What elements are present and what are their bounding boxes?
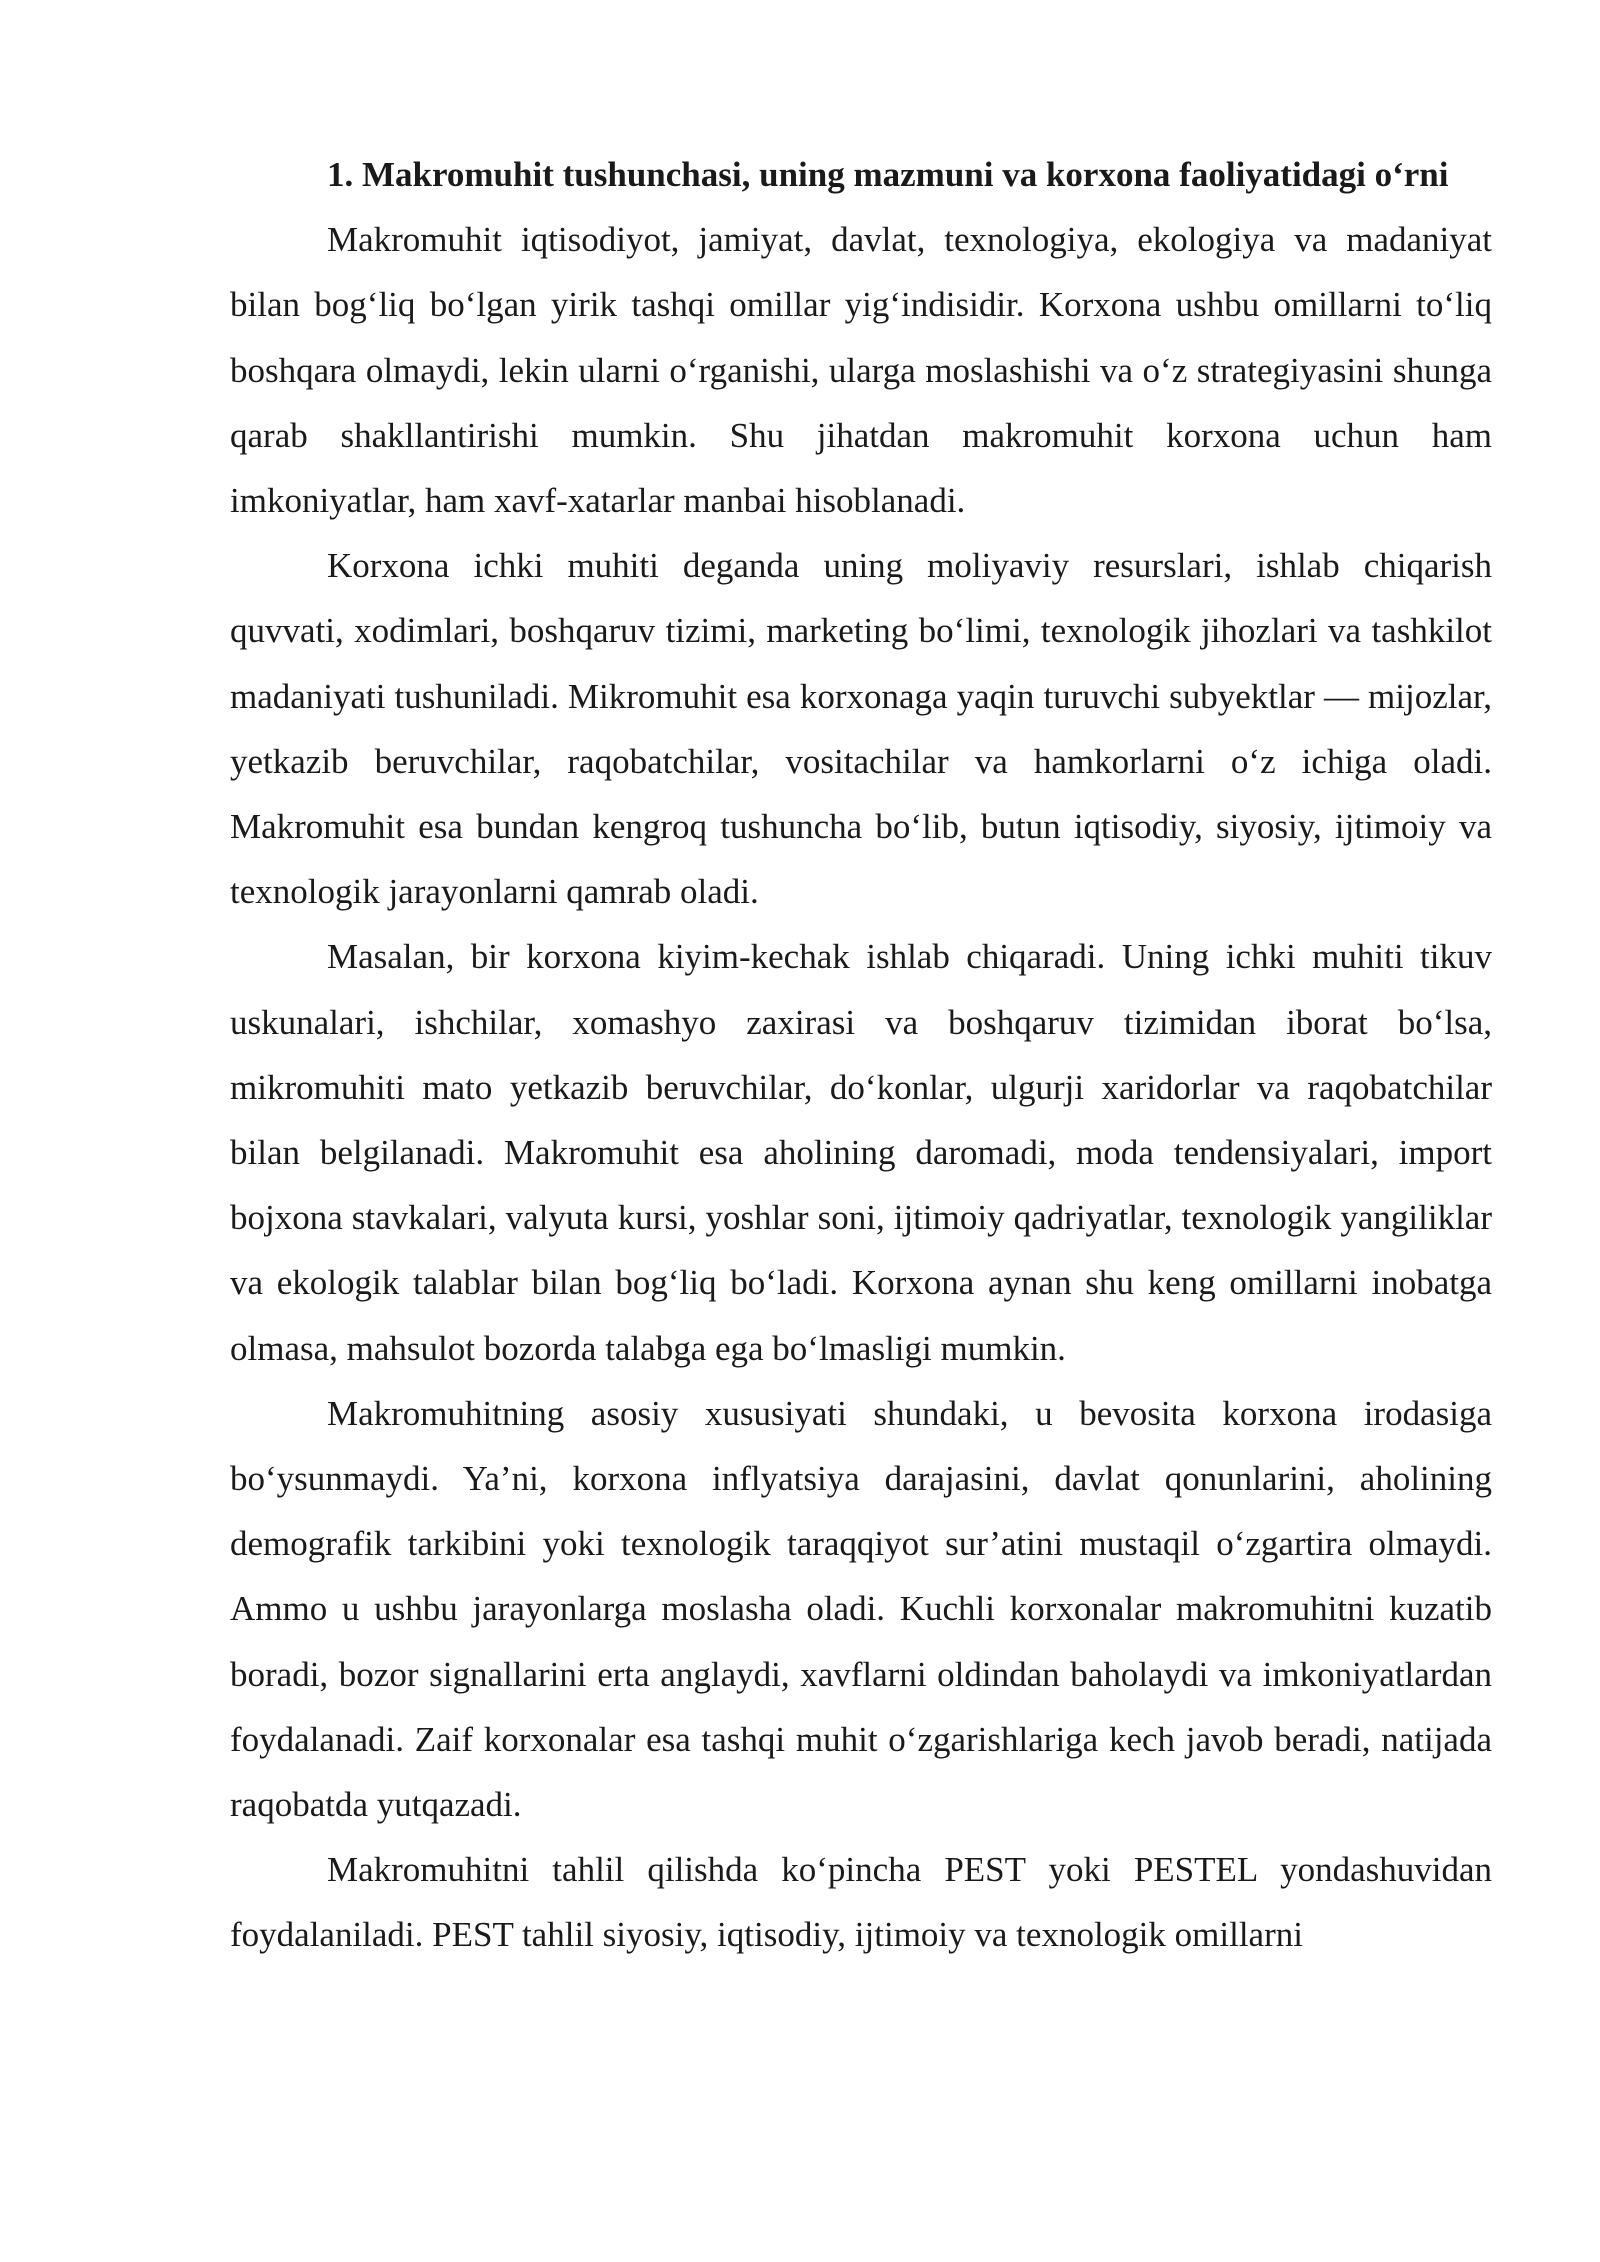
paragraph: Makromuhitni tahlil qilishda ko‘pincha PEST yoki PESTEL yondashuvidan foydalaniladi. PEST tahlil siyosiy, iqtisodiy, ijtimoiy va texnologik omillarni: [230, 1850, 1492, 1955]
paragraph: Masalan, bir korxona kiyim-kechak ishlab chiqaradi. Uning ichki muhiti tikuv uskunalari, ishchilar, xomashyo zaxirasi va boshqaruv tizimidan iborat bo‘lsa, mikromuhiti mato yetkazib beruvchilar, do‘konlar, ulgurji xaridorlar va raqobatchilar bilan belgilanadi. Makromuhit esa aholining daromadi, moda tendensiyalari, import bojxona stavkalari, valyuta kursi, yoshlar soni, ijtimoiy qadriyatlar, texnologik yangiliklar va ekologik talablar bilan bog‘liq bo‘ladi. Korxona aynan shu keng omillarni inobatga olmasa, mahsulot bozorda talabga ega bo‘lmasligi mumkin.: [230, 937, 1492, 1368]
paragraph: Korxona ichki muhiti deganda uning moliyaviy resurslari, ishlab chiqarish quvvati, xodimlari, boshqaruv tizimi, marketing bo‘limi, texnologik jihozlari va tashkilot madaniyati tushuniladi. Mikromuhit esa korxonaga yaqin turuvchi subyektlar — mijozlar, yetkazib beruvchilar, raqobatchilar, vositachilar va hamkorlarni o‘z ichiga oladi. Makromuhit esa bundan kengroq tushuncha bo‘lib, butun iqtisodiy, siyosiy, ijtimoiy va texnologik jarayonlarni qamrab oladi.: [230, 546, 1492, 912]
document-body: [230, 142, 1492, 1968]
paragraph: Makromuhitning asosiy xususiyati shundaki, u bevosita korxona irodasiga bo‘ysunmaydi. Ya’ni, korxona inflyatsiya darajasini, davlat qonunlarini, aholining demografik tarkibini yoki texnologik taraqqiyot sur’atini mustaqil o‘zgartira olmaydi. Ammo u ushbu jarayonlarga moslasha oladi. Kuchli korxonalar makromuhitni kuzatib boradi, bozor signallarini erta anglaydi, xavflarni oldindan baholaydi va imkoniyatlardan foydalanadi. Zaif korxonalar esa tashqi muhit o‘zgarishlariga kech javob beradi, natijada raqobatda yutqazadi.: [230, 1393, 1492, 1825]
section-heading: 1. Makromuhit tushunchasi, uning mazmuni va korxona faoliyatidagi o‘rni: [327, 155, 1449, 194]
paragraph: Makromuhit iqtisodiyot, jamiyat, davlat, texnologiya, ekologiya va madaniyat bilan bog‘liq bo‘lgan yirik tashqi omillar yig‘indisidir. Korxona ushbu omillarni to‘liq boshqara olmaydi, lekin ularni o‘rganishi, ularga moslashishi va o‘z strategiyasini shunga qarab shakllantirishi mumkin. Shu jihatdan makromuhit korxona uchun ham imkoniyatlar, ham xavf-xatarlar manbai hisoblanadi.: [230, 220, 1492, 521]
